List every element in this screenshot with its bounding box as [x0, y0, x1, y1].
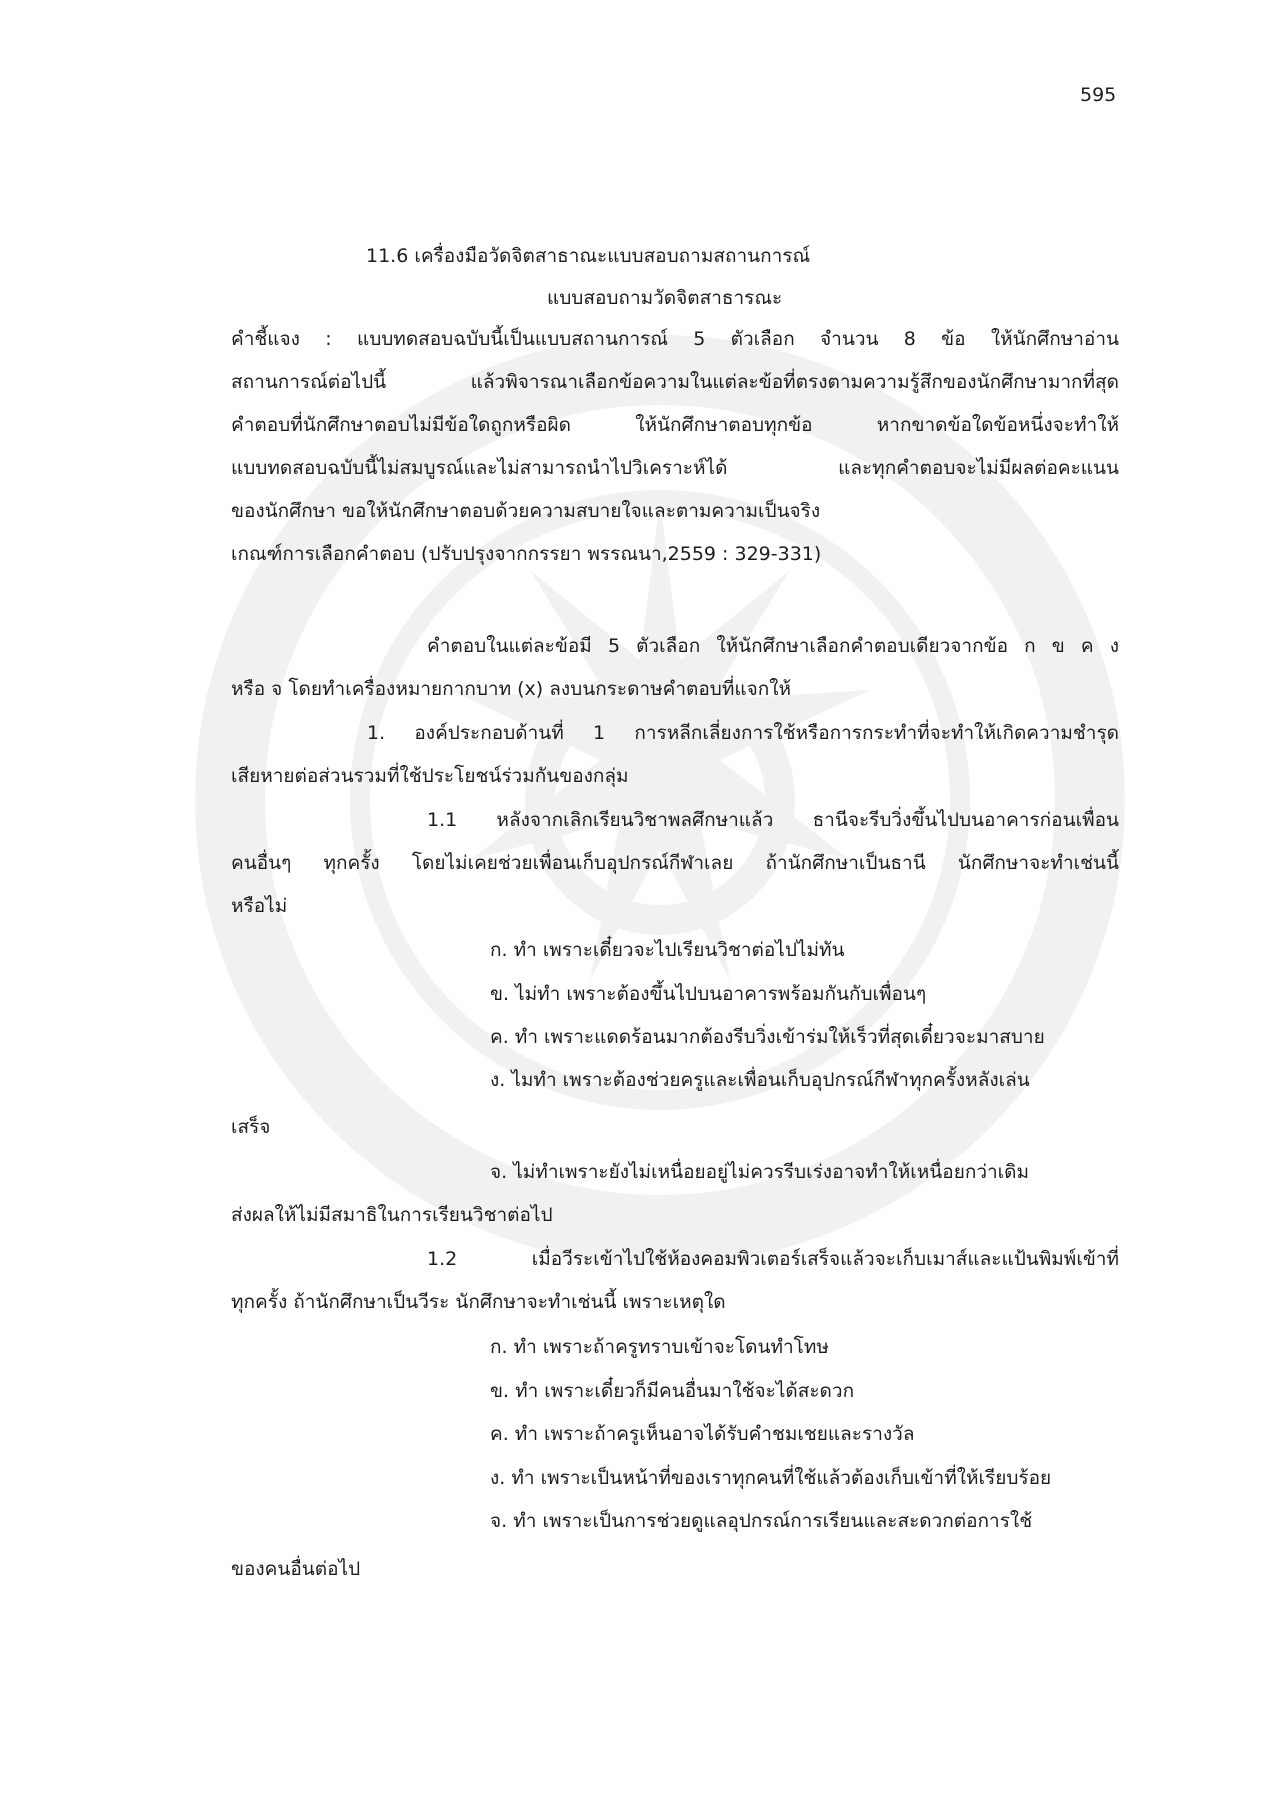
question-1-2-text: ทุกครั้ง ถ้านักศึกษาเป็นวีระ นักศึกษาจะทำเช่นนี้ เพราะเหตุใด — [231, 1291, 726, 1313]
seal-watermark-graphic — [190, 240, 1130, 1620]
answer-instruction-line: คำตอบในแต่ละข้อมี 5 ตัวเลือก ให้นักศึกษาเลือกคำตอบเดียวจากข้อ ก ข ค ง — [427, 635, 1119, 657]
component-heading: 1. องค์ประกอบด้านที่ 1 การหลีกเลี่ยงการใช้หรือการกระทำที่จะทำให้เกิดความชำรุด — [367, 722, 1119, 744]
subheading: แบบสอบถามวัดจิตสาธารณะ — [547, 287, 783, 309]
question-1-1-text: 1.1 หลังจากเลิกเรียนวิชาพลศึกษาแล้ว ธานีจะรีบวิ่งขึ้นไปบนอาคารก่อนเพื่อน — [427, 809, 1119, 831]
choice-item: ง. ทำ เพราะเป็นหน้าที่ของเราทุกคนที่ใช้แล้วต้องเก็บเข้าที่ให้เรียบร้อย — [490, 1467, 1052, 1489]
choice-item: ง. ไมทำ เพราะต้องช่วยครูและเพื่อนเก็บอุปกรณ์กีฬาทุกครั้งหลังเล่น — [490, 1069, 1030, 1091]
instruction-line: ของนักศึกษา ขอให้นักศึกษาตอบด้วยความสบายใจและตามความเป็นจริง — [231, 500, 821, 522]
choice-item: ค. ทำ เพราะแดดร้อนมากต้องรีบวิ่งเข้าร่มให้เร็วที่สุดเดี๋ยวจะมาสบาย — [490, 1026, 1045, 1048]
instruction-line: คำตอบที่นักศึกษาตอบไม่มีข้อใดถูกหรือผิด ให้นักศึกษาตอบทุกข้อ หากขาดข้อใดข้อหนึ่งจะทำให้ — [231, 414, 1119, 436]
instruction-line: แบบทดสอบฉบับนี้ไม่สมบูรณ์และไม่สามารถนำไปวิเคราะห์ได้ และทุกคำตอบจะไม่มีผลต่อคะแนน — [231, 457, 1119, 479]
choice-item-continuation: เสร็จ — [231, 1116, 271, 1138]
choice-item: ค. ทำ เพราะถ้าครูเห็นอาจได้รับคำชมเชยและรางวัล — [490, 1423, 915, 1445]
choice-item: ข. ไม่ทำ เพราะต้องขึ้นไปบนอาคารพร้อมกันกับเพื่อนๆ — [490, 983, 927, 1005]
question-1-2-text: 1.2 เมื่อวีระเข้าไปใช้ห้องคอมพิวเตอร์เสร็จแล้วจะเก็บเมาส์และแป้นพิมพ์เข้าที่ — [427, 1248, 1119, 1270]
choice-item: จ. ไม่ทำเพราะยังไม่เหนื่อยอยู่ไม่ควรรีบเร่งอาจทำให้เหนื่อยกว่าเดิม — [490, 1161, 1030, 1183]
choice-item-continuation: ส่งผลให้ไม่มีสมาธิในการเรียนวิชาต่อไป — [231, 1204, 553, 1226]
instruction-line: คำชี้แจง : แบบทดสอบฉบับนี้เป็นแบบสถานการณ์ 5 ตัวเลือก จำนวน 8 ข้อ ให้นักศึกษาอ่าน — [231, 328, 1119, 350]
university-seal-watermark — [190, 240, 1130, 1620]
question-1-1-text: หรือไม่ — [231, 895, 288, 917]
component-heading: เสียหายต่อส่วนรวมที่ใช้ประโยชน์ร่วมกันของกลุ่ม — [231, 765, 629, 787]
section-heading: 11.6 เครื่องมือวัดจิตสาธาณะแบบสอบถามสถานการณ์ — [366, 245, 811, 267]
choice-item: จ. ทำ เพราะเป็นการช่วยดูแลอุปกรณ์การเรียนและสะดวกต่อการใช้ — [490, 1510, 1033, 1532]
question-1-1-text: คนอื่นๆ ทุกครั้ง โดยไม่เคยช่วยเพื่อนเก็บอุปกรณ์กีฬาเลย ถ้านักศึกษาเป็นธานี นักศึกษาจะทำเช่นนี้ — [231, 852, 1119, 874]
page-number: 595 — [1080, 84, 1117, 106]
choice-item-continuation: ของคนอื่นต่อไป — [231, 1558, 361, 1580]
instruction-line: สถานการณ์ต่อไปนี้ แล้วพิจารณาเลือกข้อความในแต่ละข้อที่ตรงตามความรู้สึกของนักศึกษามากที่สุด — [231, 371, 1119, 393]
choice-item: ก. ทำ เพราะเดี๋ยวจะไปเรียนวิชาต่อไปไม่ทัน — [490, 939, 845, 961]
answer-instruction-line: หรือ จ โดยทำเครื่องหมายกากบาท (x) ลงบนกระดาษคำตอบที่แจกให้ — [231, 678, 792, 700]
choice-item: ก. ทำ เพราะถ้าครูทราบเข้าจะโดนทำโทษ — [490, 1336, 829, 1358]
choice-item: ข. ทำ เพราะเดี๋ยวก็มีคนอื่นมาใช้จะได้สะดวก — [490, 1380, 855, 1402]
criteria-line: เกณฑ์การเลือกคำตอบ (ปรับปรุงจากกรรยา พรรณนา,2559 : 329-331) — [231, 543, 822, 565]
